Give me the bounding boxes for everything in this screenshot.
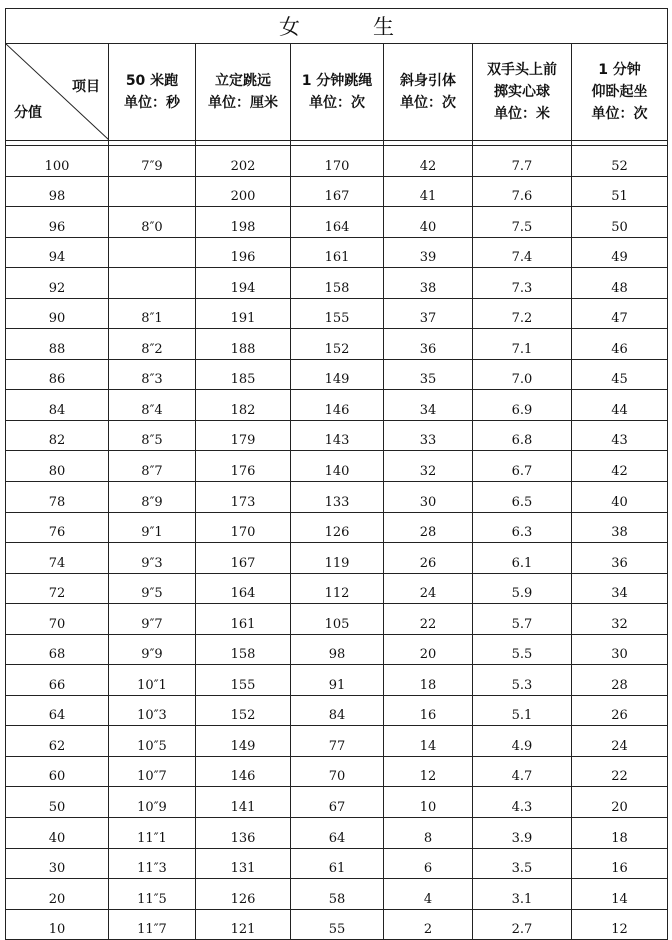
score-cell: 68	[6, 634, 109, 665]
value-cell: 3.5	[473, 848, 572, 879]
score-cell: 40	[6, 818, 109, 849]
score-cell: 94	[6, 237, 109, 268]
table-row	[6, 207, 668, 238]
column-header-line: 仰卧起坐	[591, 84, 648, 100]
value-cell: 84	[291, 695, 384, 726]
score-cell: 30	[6, 848, 109, 879]
value-cell: 136	[196, 818, 291, 849]
score-cell: 88	[6, 329, 109, 360]
value-cell: 194	[196, 268, 291, 299]
table-row	[6, 573, 668, 604]
value-cell: 5.1	[473, 695, 572, 726]
value-cell: 4.9	[473, 726, 572, 757]
column-header-line: 50 米跑	[125, 73, 179, 89]
table-row	[6, 146, 668, 177]
value-cell: 11″1	[109, 818, 196, 849]
value-cell: 164	[291, 207, 384, 238]
column-header-line: 立定跳远	[215, 73, 271, 89]
value-cell: 14	[572, 879, 668, 910]
value-cell: 39	[384, 237, 473, 268]
score-cell: 70	[6, 604, 109, 635]
value-cell: 9″1	[109, 512, 196, 543]
value-cell: 155	[196, 665, 291, 696]
table-row	[6, 848, 668, 879]
value-cell: 5.3	[473, 665, 572, 696]
value-cell: 10	[384, 787, 473, 818]
value-cell: 126	[196, 879, 291, 910]
column-header-2	[291, 44, 384, 141]
value-cell: 22	[384, 604, 473, 635]
value-cell: 34	[572, 573, 668, 604]
value-cell: 6	[384, 848, 473, 879]
header-row	[6, 44, 668, 141]
value-cell: 149	[291, 359, 384, 390]
score-cell: 72	[6, 573, 109, 604]
value-cell	[109, 268, 196, 299]
value-cell: 143	[291, 420, 384, 451]
column-header-line: 1 分钟跳绳	[301, 73, 373, 89]
value-cell: 196	[196, 237, 291, 268]
value-cell: 7.4	[473, 237, 572, 268]
table-row	[6, 695, 668, 726]
value-cell: 146	[196, 756, 291, 787]
score-cell: 80	[6, 451, 109, 482]
table-title: 女 生	[6, 9, 668, 44]
value-cell: 22	[572, 756, 668, 787]
value-cell: 30	[572, 634, 668, 665]
table-row	[6, 879, 668, 910]
table-row	[6, 237, 668, 268]
table-row	[6, 390, 668, 421]
score-cell: 62	[6, 726, 109, 757]
value-cell: 155	[291, 298, 384, 329]
value-cell: 26	[572, 695, 668, 726]
value-cell: 3.9	[473, 818, 572, 849]
value-cell: 30	[384, 482, 473, 513]
value-cell: 6.3	[473, 512, 572, 543]
value-cell: 8″1	[109, 298, 196, 329]
value-cell: 55	[291, 909, 384, 940]
value-cell: 49	[572, 237, 668, 268]
value-cell: 6.5	[473, 482, 572, 513]
score-table-sheet	[5, 8, 668, 940]
score-cell: 86	[6, 359, 109, 390]
value-cell: 7.1	[473, 329, 572, 360]
value-cell: 20	[384, 634, 473, 665]
value-cell: 51	[572, 176, 668, 207]
value-cell: 185	[196, 359, 291, 390]
table-row	[6, 359, 668, 390]
value-cell: 67	[291, 787, 384, 818]
score-cell: 60	[6, 756, 109, 787]
value-cell: 10″3	[109, 695, 196, 726]
value-cell: 7.3	[473, 268, 572, 299]
value-cell: 7.7	[473, 146, 572, 177]
table-row	[6, 329, 668, 360]
value-cell: 12	[384, 756, 473, 787]
value-cell: 5.7	[473, 604, 572, 635]
score-cell: 10	[6, 909, 109, 940]
column-header-line: 单位：次	[309, 95, 365, 111]
table-row	[6, 665, 668, 696]
value-cell: 191	[196, 298, 291, 329]
table-row	[6, 451, 668, 482]
column-header-0	[109, 44, 196, 141]
value-cell: 48	[572, 268, 668, 299]
value-cell: 33	[384, 420, 473, 451]
score-cell: 98	[6, 176, 109, 207]
column-header-4	[473, 44, 572, 141]
value-cell: 38	[572, 512, 668, 543]
value-cell: 7.2	[473, 298, 572, 329]
score-cell: 84	[6, 390, 109, 421]
value-cell: 119	[291, 543, 384, 574]
value-cell: 12	[572, 909, 668, 940]
value-cell: 11″7	[109, 909, 196, 940]
value-cell: 6.7	[473, 451, 572, 482]
value-cell: 8″3	[109, 359, 196, 390]
value-cell: 164	[196, 573, 291, 604]
value-cell: 8″2	[109, 329, 196, 360]
value-cell: 202	[196, 146, 291, 177]
table-row	[6, 268, 668, 299]
value-cell: 58	[291, 879, 384, 910]
score-cell: 90	[6, 298, 109, 329]
score-cell: 66	[6, 665, 109, 696]
score-cell: 100	[6, 146, 109, 177]
score-cell: 74	[6, 543, 109, 574]
value-cell: 24	[572, 726, 668, 757]
value-cell: 9″5	[109, 573, 196, 604]
value-cell: 7.0	[473, 359, 572, 390]
value-cell: 28	[572, 665, 668, 696]
value-cell: 8″4	[109, 390, 196, 421]
value-cell: 41	[384, 176, 473, 207]
value-cell: 11″5	[109, 879, 196, 910]
score-table	[5, 8, 668, 940]
table-row	[6, 298, 668, 329]
value-cell: 170	[196, 512, 291, 543]
value-cell: 11″3	[109, 848, 196, 879]
value-cell: 8″5	[109, 420, 196, 451]
corner-label-item: 项目	[72, 79, 100, 95]
value-cell: 32	[572, 604, 668, 635]
score-cell: 64	[6, 695, 109, 726]
table-row	[6, 420, 668, 451]
value-cell: 2.7	[473, 909, 572, 940]
value-cell: 149	[196, 726, 291, 757]
value-cell: 36	[384, 329, 473, 360]
value-cell: 18	[384, 665, 473, 696]
value-cell: 38	[384, 268, 473, 299]
value-cell: 9″9	[109, 634, 196, 665]
table-row	[6, 726, 668, 757]
value-cell: 42	[384, 146, 473, 177]
value-cell: 24	[384, 573, 473, 604]
value-cell: 7.5	[473, 207, 572, 238]
value-cell: 112	[291, 573, 384, 604]
value-cell: 8	[384, 818, 473, 849]
value-cell: 20	[572, 787, 668, 818]
value-cell: 45	[572, 359, 668, 390]
value-cell: 8″7	[109, 451, 196, 482]
value-cell: 152	[291, 329, 384, 360]
value-cell: 105	[291, 604, 384, 635]
value-cell: 158	[291, 268, 384, 299]
value-cell: 18	[572, 818, 668, 849]
value-cell: 200	[196, 176, 291, 207]
value-cell: 167	[196, 543, 291, 574]
value-cell: 36	[572, 543, 668, 574]
score-rows	[6, 146, 668, 940]
corner-header-cell	[6, 44, 109, 141]
value-cell: 16	[384, 695, 473, 726]
value-cell: 34	[384, 390, 473, 421]
table-row	[6, 482, 668, 513]
value-cell: 4.7	[473, 756, 572, 787]
table-row	[6, 543, 668, 574]
value-cell: 47	[572, 298, 668, 329]
value-cell: 161	[291, 237, 384, 268]
value-cell: 5.9	[473, 573, 572, 604]
value-cell: 133	[291, 482, 384, 513]
value-cell: 182	[196, 390, 291, 421]
value-cell: 7.6	[473, 176, 572, 207]
value-cell: 10″1	[109, 665, 196, 696]
value-cell: 5.5	[473, 634, 572, 665]
score-cell: 96	[6, 207, 109, 238]
table-row	[6, 818, 668, 849]
value-cell: 146	[291, 390, 384, 421]
score-cell: 92	[6, 268, 109, 299]
value-cell: 6.9	[473, 390, 572, 421]
score-cell: 50	[6, 787, 109, 818]
value-cell: 188	[196, 329, 291, 360]
value-cell: 40	[572, 482, 668, 513]
value-cell: 43	[572, 420, 668, 451]
value-cell: 32	[384, 451, 473, 482]
value-cell: 9″3	[109, 543, 196, 574]
score-cell: 82	[6, 420, 109, 451]
value-cell: 42	[572, 451, 668, 482]
value-cell: 3.1	[473, 879, 572, 910]
value-cell: 52	[572, 146, 668, 177]
value-cell: 126	[291, 512, 384, 543]
value-cell: 161	[196, 604, 291, 635]
value-cell: 91	[291, 665, 384, 696]
value-cell: 170	[291, 146, 384, 177]
value-cell: 4.3	[473, 787, 572, 818]
value-cell: 121	[196, 909, 291, 940]
value-cell: 4	[384, 879, 473, 910]
value-cell: 61	[291, 848, 384, 879]
value-cell: 176	[196, 451, 291, 482]
value-cell: 6.8	[473, 420, 572, 451]
value-cell: 70	[291, 756, 384, 787]
value-cell: 10″9	[109, 787, 196, 818]
column-header-5	[572, 44, 668, 141]
value-cell: 26	[384, 543, 473, 574]
value-cell: 158	[196, 634, 291, 665]
value-cell: 179	[196, 420, 291, 451]
table-row	[6, 604, 668, 635]
column-header-1	[196, 44, 291, 141]
column-header-line: 掷实心球	[494, 84, 550, 100]
table-row	[6, 512, 668, 543]
value-cell: 16	[572, 848, 668, 879]
value-cell: 8″9	[109, 482, 196, 513]
value-cell: 40	[384, 207, 473, 238]
value-cell: 152	[196, 695, 291, 726]
corner-label-score: 分值	[14, 105, 42, 121]
score-cell: 20	[6, 879, 109, 910]
table-row	[6, 787, 668, 818]
value-cell	[109, 176, 196, 207]
value-cell: 8″0	[109, 207, 196, 238]
value-cell: 141	[196, 787, 291, 818]
value-cell: 131	[196, 848, 291, 879]
value-cell: 98	[291, 634, 384, 665]
value-cell: 10″7	[109, 756, 196, 787]
score-cell: 76	[6, 512, 109, 543]
value-cell: 28	[384, 512, 473, 543]
column-header-line: 1 分钟	[598, 62, 641, 78]
value-cell: 10″5	[109, 726, 196, 757]
column-header-line: 斜身引体	[400, 73, 456, 89]
value-cell: 37	[384, 298, 473, 329]
value-cell: 35	[384, 359, 473, 390]
column-header-line: 双手头上前	[487, 62, 557, 78]
score-cell: 78	[6, 482, 109, 513]
value-cell: 9″7	[109, 604, 196, 635]
column-header-line: 单位：秒	[124, 95, 180, 111]
value-cell: 167	[291, 176, 384, 207]
column-header-line: 单位：米	[494, 106, 550, 122]
value-cell: 2	[384, 909, 473, 940]
value-cell: 7″9	[109, 146, 196, 177]
value-cell: 198	[196, 207, 291, 238]
value-cell: 64	[291, 818, 384, 849]
value-cell: 6.1	[473, 543, 572, 574]
value-cell: 50	[572, 207, 668, 238]
value-cell: 44	[572, 390, 668, 421]
table-row	[6, 176, 668, 207]
value-cell: 46	[572, 329, 668, 360]
column-header-line: 单位：次	[400, 95, 456, 111]
value-cell: 77	[291, 726, 384, 757]
column-header-3	[384, 44, 473, 141]
table-row	[6, 909, 668, 940]
value-cell: 173	[196, 482, 291, 513]
value-cell	[109, 237, 196, 268]
column-header-line: 单位：厘米	[208, 95, 278, 111]
table-row	[6, 634, 668, 665]
value-cell: 140	[291, 451, 384, 482]
table-row	[6, 756, 668, 787]
value-cell: 14	[384, 726, 473, 757]
column-header-line: 单位：次	[591, 106, 648, 122]
